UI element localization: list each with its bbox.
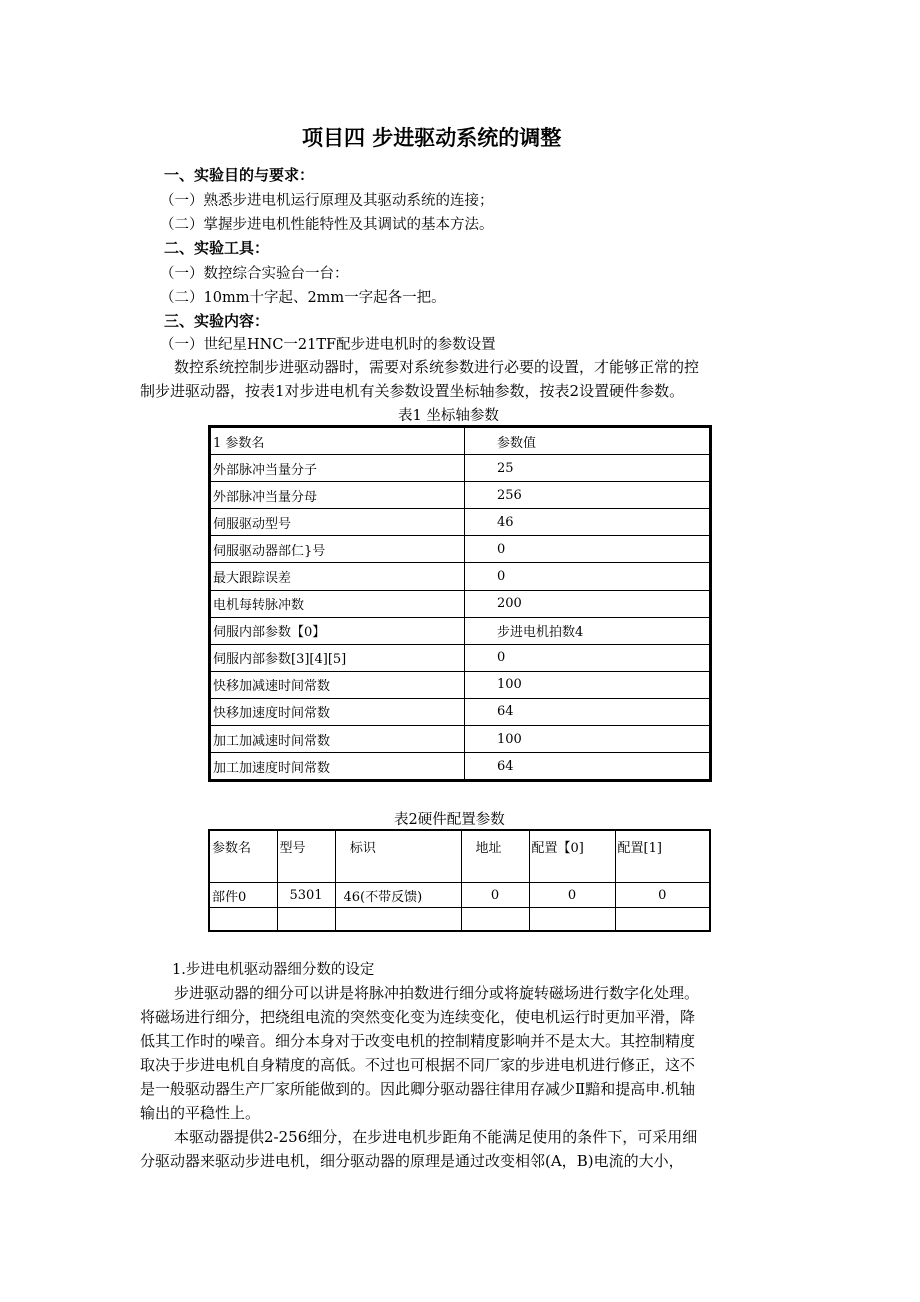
table-cell	[335, 908, 461, 932]
table-row	[210, 482, 711, 509]
param-name: 伺服驱动型号	[210, 509, 465, 536]
table-cell: 部件0	[209, 883, 277, 908]
table-header-cell: 配置【0]	[529, 830, 615, 883]
table1-caption: 表1 坐标轴参数	[398, 408, 499, 424]
param-name: 伺服内部参数【0】	[210, 617, 465, 644]
param-value: 100	[465, 726, 711, 753]
table-header-cell: 型号	[277, 830, 335, 883]
table-row	[209, 883, 710, 908]
param-name: 外部脉冲当量分母	[210, 482, 465, 509]
table-header-cell: 地址	[461, 830, 529, 883]
table-header-cell: 参数名	[209, 830, 277, 883]
paragraph-line: 分驱动器来驱动步进电机，细分驱动器的原理是通过改变相邻(A，B)电流的大小，	[140, 1152, 684, 1170]
table-row	[210, 509, 711, 536]
table-header-cell: 参数值	[465, 427, 711, 455]
param-value: 0	[465, 644, 711, 671]
param-name: 加工加速度时间常数	[210, 753, 465, 781]
list-item: （一）数控综合实验台一台：	[160, 266, 349, 282]
subsection-heading: 1.步进电机驱动器细分数的设定	[172, 962, 375, 978]
hardware-config-table	[208, 829, 711, 932]
table-header-row	[210, 427, 711, 455]
table-row	[210, 644, 711, 671]
param-value: 25	[465, 455, 711, 482]
param-name: 伺服内部参数[3][4][5]	[210, 644, 465, 671]
param-name: 伺服驱动器部仁}号	[210, 536, 465, 563]
param-value: 步进电机拍数4	[465, 617, 711, 644]
paragraph-line: 取决于步进电机自身精度的高低。不过也可根据不同厂家的步进电机进行修正，这不	[140, 1056, 696, 1074]
param-value: 100	[465, 671, 711, 698]
table-header-cell: 标识	[335, 830, 461, 883]
table-header-row	[209, 830, 710, 883]
table-cell	[615, 908, 710, 932]
list-item: （二）掌握步进电机性能特性及其调试的基本方法。	[160, 217, 494, 233]
page-title: 项目四 步进驱动系统的调整	[302, 126, 562, 150]
table-cell: 5301	[277, 883, 335, 908]
param-name: 最大跟踪误差	[210, 563, 465, 590]
param-name: 电机每转脉冲数	[210, 590, 465, 617]
paragraph-line: 将磁场进行细分，把绕组电流的突然变化变为连续变化，使电机运行时更加平滑，降	[140, 1008, 696, 1026]
table-cell: 0	[461, 883, 529, 908]
table-cell	[461, 908, 529, 932]
paragraph-line: 输出的平稳性上。	[140, 1104, 261, 1122]
paragraph-line: 本驱动器提供2-256细分，在步进电机步距角不能满足使用的条件下，可采用细	[174, 1128, 698, 1146]
table-cell: 0	[529, 883, 615, 908]
paragraph-line: 步进驱动器的细分可以讲是将脉冲拍数进行细分或将旋转磁场进行数字化处理。	[174, 984, 700, 1002]
param-value: 0	[465, 563, 711, 590]
table-row	[210, 753, 711, 781]
table-row	[210, 698, 711, 725]
list-item: （一）熟悉步进电机运行原理及其驱动系统的连接；	[160, 193, 494, 209]
section-heading-1: 一、实验目的与要求：	[164, 166, 315, 184]
section-heading-3: 三、实验内容：	[164, 312, 270, 330]
table-cell: 0	[615, 883, 710, 908]
paragraph-line: 是一般驱动器生产厂家所能做到的。因此卿分驱动器往律用存减少Ⅱ黯和提高申.机轴	[140, 1080, 695, 1098]
table-row	[210, 726, 711, 753]
table-row	[210, 671, 711, 698]
param-value: 64	[465, 698, 711, 725]
table-row	[210, 536, 711, 563]
param-value: 0	[465, 536, 711, 563]
param-name: 快移加减速时间常数	[210, 671, 465, 698]
table-cell	[209, 908, 277, 932]
table-row	[210, 590, 711, 617]
param-name: 加工加减速时间常数	[210, 726, 465, 753]
table-cell	[277, 908, 335, 932]
table-row	[210, 617, 711, 644]
axis-parameter-table	[208, 425, 712, 782]
paragraph-line: 低其工作时的噪音。细分本身对于改变电机的控制精度影响并不是太大。其控制精度	[140, 1032, 696, 1050]
list-item: （一）世纪星HNC一21TF配步进电机时的参数设置	[160, 337, 496, 353]
table-header-cell: 配置[1]	[615, 830, 710, 883]
table-header-cell: 1 参数名	[210, 427, 465, 455]
param-value: 64	[465, 753, 711, 781]
table-cell	[529, 908, 615, 932]
param-name: 外部脉冲当量分子	[210, 455, 465, 482]
table-row	[210, 455, 711, 482]
param-value: 256	[465, 482, 711, 509]
table2-caption: 表2硬件配置参数	[394, 812, 505, 828]
param-name: 快移加速度时间常数	[210, 698, 465, 725]
intro-paragraph-line: 数控系统控制步进驱动器时，需要对系统参数进行必要的设置，才能够正常的控	[174, 358, 700, 376]
table-row	[210, 563, 711, 590]
section-heading-2: 二、实验工具：	[164, 239, 270, 257]
table-cell: 46(不带反馈)	[335, 883, 461, 908]
list-item: （二）10mm十字起、2mm一字起各一把。	[160, 290, 446, 306]
param-value: 46	[465, 509, 711, 536]
table-row-empty	[209, 908, 710, 932]
intro-paragraph-line: 制步进驱动器，按表1对步进电机有关参数设置坐标轴参数，按表2设置硬件参数。	[140, 382, 685, 400]
param-value: 200	[465, 590, 711, 617]
